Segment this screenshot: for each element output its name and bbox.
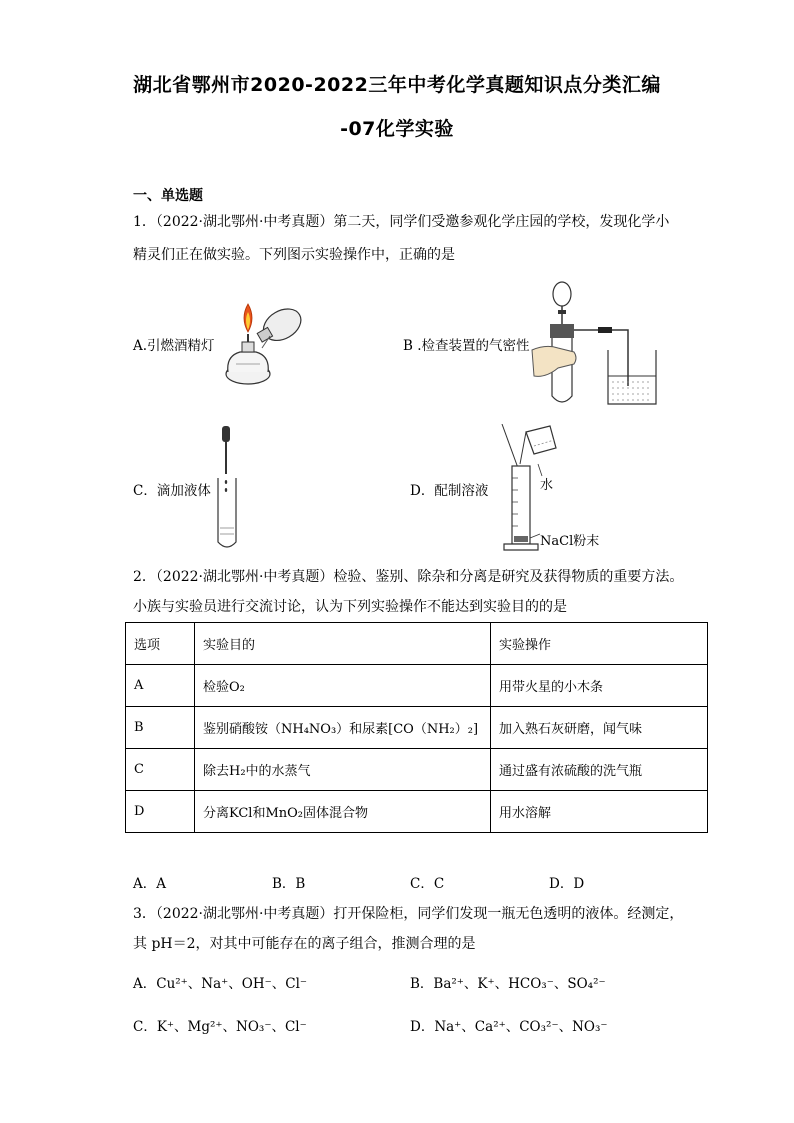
table-row bbox=[126, 791, 708, 833]
q3-option-d[interactable]: D．Na⁺、Ca²⁺、CO₃²⁻、NO₃⁻ bbox=[410, 1019, 608, 1035]
q2-answer-a[interactable]: A．A bbox=[133, 876, 166, 892]
section-heading: 一、单选题 bbox=[133, 188, 203, 204]
row-option: A bbox=[126, 665, 195, 707]
experiment-table bbox=[125, 622, 708, 833]
q2-answer-d[interactable]: D．D bbox=[549, 876, 585, 892]
header-option: 选项 bbox=[126, 623, 195, 665]
airtightness-figure bbox=[528, 278, 668, 410]
q1-option-b[interactable]: B .检查装置的气密性 bbox=[403, 338, 530, 354]
row-operation: 加入熟石灰研磨，闻气味 bbox=[491, 707, 708, 749]
dropper-figure bbox=[212, 424, 242, 552]
alcohol-lamp-figure bbox=[218, 296, 310, 388]
row-purpose: 分离KCl和MnO₂固体混合物 bbox=[195, 791, 491, 833]
row-operation: 通过盛有浓硫酸的洗气瓶 bbox=[491, 749, 708, 791]
q1-option-a[interactable]: A.引燃酒精灯 bbox=[133, 338, 215, 354]
q3-option-a[interactable]: A．Cu²⁺、Na⁺、OH⁻、Cl⁻ bbox=[133, 976, 308, 992]
q3-option-c[interactable]: C．K⁺、Mg²⁺、NO₃⁻、Cl⁻ bbox=[133, 1019, 307, 1035]
table-row bbox=[126, 665, 708, 707]
row-operation: 用带火星的小木条 bbox=[491, 665, 708, 707]
q1-option-d[interactable]: D．配制溶液 bbox=[410, 483, 489, 499]
q2-answer-c[interactable]: C．C bbox=[410, 876, 445, 892]
water-label: 水 bbox=[540, 478, 554, 493]
question-3-line2: 其 pH＝2，对其中可能存在的离子组合，推测合理的是 bbox=[133, 936, 476, 952]
question-1-line2: 精灵们正在做实验。下列图示实验操作中，正确的是 bbox=[133, 247, 455, 263]
q3-option-b[interactable]: B．Ba²⁺、K⁺、HCO₃⁻、SO₄²⁻ bbox=[410, 976, 606, 992]
row-option: D bbox=[126, 791, 195, 833]
page-title-line1: 湖北省鄂州市2020-2022三年中考化学真题知识点分类汇编 bbox=[133, 74, 661, 96]
question-3-line1: 3．（2022·湖北鄂州·中考真题）打开保险柜，同学们发现一瓶无色透明的液体。经测定， bbox=[133, 906, 684, 922]
q1-option-c[interactable]: C．滴加液体 bbox=[133, 483, 211, 499]
header-operation: 实验操作 bbox=[491, 623, 708, 665]
row-option: C bbox=[126, 749, 195, 791]
question-2-line1: 2．（2022·湖北鄂州·中考真题）检验、鉴别、除杂和分离是研究及获得物质的重要方法。 bbox=[133, 569, 684, 585]
row-operation: 用水溶解 bbox=[491, 791, 708, 833]
q2-answer-b[interactable]: B．B bbox=[272, 876, 306, 892]
table-header-row bbox=[126, 623, 708, 665]
header-purpose: 实验目的 bbox=[195, 623, 491, 665]
question-1-line1: 1．（2022·湖北鄂州·中考真题）第二天，同学们受邀参观化学庄园的学校，发现化学小 bbox=[133, 214, 670, 230]
row-option: B bbox=[126, 707, 195, 749]
row-purpose: 鉴别硝酸铵（NH₄NO₃）和尿素[CO（NH₂）₂] bbox=[195, 707, 491, 749]
table-row bbox=[126, 749, 708, 791]
question-2-line2: 小族与实验员进行交流讨论，认为下列实验操作不能达到实验目的的是 bbox=[133, 599, 567, 615]
table-row bbox=[126, 707, 708, 749]
page-title-line2: -07化学实验 bbox=[340, 118, 454, 140]
row-purpose: 检验O₂ bbox=[195, 665, 491, 707]
nacl-powder-label: NaCl粉末 bbox=[540, 534, 600, 549]
row-purpose: 除去H₂中的水蒸气 bbox=[195, 749, 491, 791]
